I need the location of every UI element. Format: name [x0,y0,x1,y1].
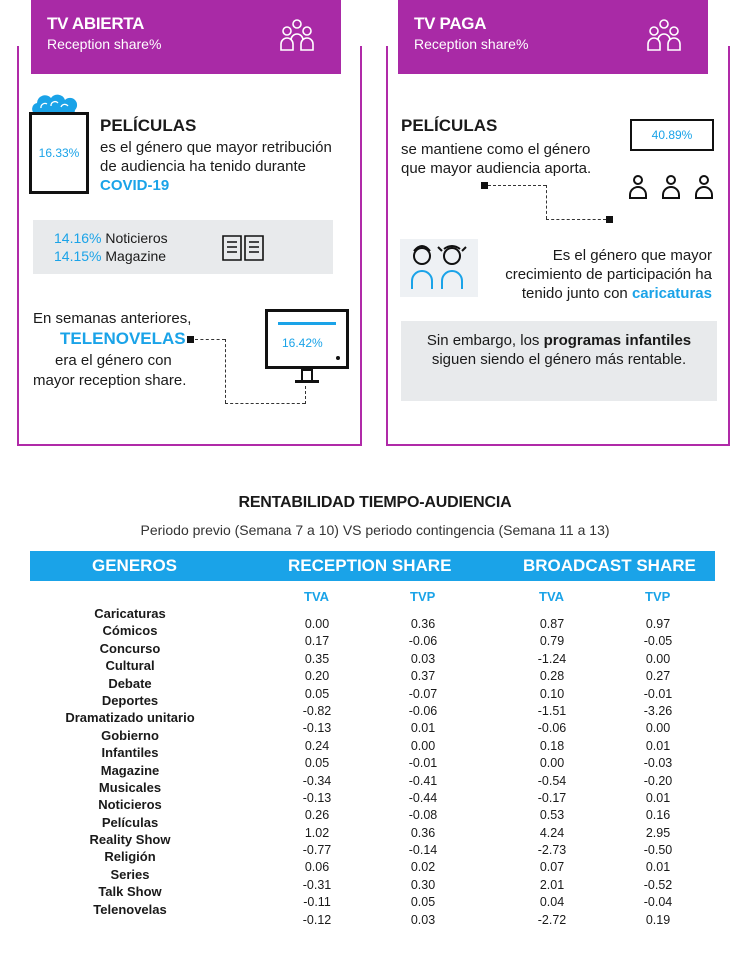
table-cell: 0.19 [645,912,671,927]
table-cell: -0.77 [302,843,332,858]
monitor-icon [265,309,349,369]
subheader-broadcast-tvp: TVP [645,589,671,604]
table-cell: -0.50 [643,843,673,858]
tv-paga-panel [386,14,730,446]
tv-paga-title: TV PAGA [414,14,487,33]
header-reception-share: RECEPTION SHARE [288,556,452,575]
reception-tva-column [287,616,347,929]
table-cell: -1.24 [537,651,567,666]
table-cell: 0.87 [539,617,565,631]
table-cell: Películas [101,814,159,830]
table-cell: 0.30 [410,877,436,892]
table-cell: 0.00 [410,738,436,753]
book-icon [221,232,265,262]
table-cell: 0.05 [304,756,330,771]
broadcast-tva-column [522,616,582,929]
table-cell: 0.36 [410,617,436,631]
table-cell: Telenovelas [93,901,167,917]
table-cell: 0.02 [410,860,436,875]
table-cell: Cultural [105,658,155,674]
people-icon [279,18,315,52]
table-cell: -0.20 [643,773,673,788]
table-cell: -0.41 [408,773,438,788]
magazine-value: 14.15% [54,248,102,264]
table-cell: Magazine [100,762,160,778]
tv-abierta-panel [17,14,362,446]
table-cell: 0.00 [539,756,565,771]
table-cell: 0.04 [539,895,565,910]
table-cell: 0.03 [410,651,436,666]
table-cell: 2.95 [645,825,671,840]
table-cell: Talk Show [98,884,162,900]
growth-text-3: tenido junto con caricaturas [521,285,712,302]
reception-tvp-column [393,616,453,929]
table-subtitle: Periodo previo (Semana 7 a 10) VS periodo contingencia (Semana 11 a 13) [140,522,610,538]
table-cell: 0.01 [645,738,671,753]
header-generos: GENEROS [92,556,178,575]
table-cell: -0.01 [408,756,438,771]
noticieros-value: 14.16% [54,230,102,246]
table-cell: 0.28 [539,669,565,684]
infantiles-note-box [401,321,717,401]
broadcast-tvp-column [628,616,688,929]
table-cell: 0.05 [410,895,436,910]
table-cell: 0.24 [304,738,330,753]
table-cell: 0.35 [304,651,330,666]
table-cell: -0.52 [643,877,673,892]
peliculas-tvp-text-2: que mayor audiencia aporta. [401,160,592,177]
tv-paga-header [398,0,708,74]
table-cell: 0.97 [645,617,671,631]
peliculas-tva-description: es el género que mayor retribución de audiencia ha tenido durante COVID-19 [100,139,332,194]
table-cell: 0.01 [410,721,436,736]
table-cell: -2.72 [537,912,567,927]
table-cell: -0.31 [302,877,332,892]
subheader-broadcast-tva: TVA [539,589,565,604]
peliculas-tva-screen [29,112,89,194]
table-cell: 0.10 [539,686,565,701]
table-cell: 0.05 [304,686,330,701]
subheader-reception-tva: TVA [304,589,330,604]
table-cell: 0.79 [539,634,565,649]
peliculas-tvp-heading: PELÍCULAS [401,116,498,135]
kids-icon [400,239,478,297]
programas-infantiles-label: programas infantiles [543,332,692,349]
growth-text-1: Es el género que mayor [552,247,712,264]
noticieros-magazine-box [33,220,333,274]
table-cell: 0.37 [410,669,436,684]
tv-abierta-header [31,0,341,74]
table-cell: -0.08 [408,808,438,823]
table-cell: -0.03 [643,756,673,771]
table-title: RENTABILIDAD TIEMPO-AUDIENCIA [238,494,512,511]
table-cell: -0.06 [408,634,438,649]
table-cell: -0.82 [302,703,332,718]
noticieros-label: Noticieros [105,230,168,246]
table-cell: 0.18 [539,738,565,753]
table-cell: -0.54 [537,773,567,788]
table-cell: Concurso [99,640,161,656]
table-cell: -2.73 [537,843,567,858]
table-cell: -0.14 [408,843,438,858]
table-cell: Noticieros [98,797,162,813]
peliculas-tvp-value: 40.89% [651,128,693,142]
table-cell: 0.53 [539,808,565,823]
table-cell: 0.36 [410,825,436,840]
peliculas-tvp-box [630,119,714,151]
table-cell: Reality Show [89,832,171,848]
audience-icon [628,174,714,200]
table-cell: -0.05 [643,634,673,649]
weeks-text-1: En semanas anteriores, [33,310,192,327]
table-cell: -0.07 [408,686,438,701]
table-cell: Series [110,866,150,882]
table-cell: 0.07 [539,860,565,875]
table-header [30,551,715,581]
tv-abierta-subtitle: Reception share% [47,36,162,52]
growth-text-2: crecimiento de participación ha [505,266,712,283]
genres-column [40,605,220,918]
table-cell: -1.51 [537,703,567,718]
table-cell: Cómicos [102,623,158,639]
table-cell: Caricaturas [94,606,166,621]
telenovelas-label: TELENOVELAS [60,329,186,348]
table-cell: Religión [104,849,156,865]
people-icon [646,18,682,52]
covid-label: COVID-19 [100,177,170,194]
table-cell: -0.12 [302,912,332,927]
magazine-label: Magazine [105,248,167,264]
weeks-text-2: era el género con [55,352,172,369]
table-cell: 2.01 [539,877,565,892]
table-cell: -0.04 [643,895,673,910]
table-cell: -0.06 [408,703,438,718]
table-cell: 0.27 [645,669,671,684]
table-cell: 0.26 [304,808,330,823]
table-cell: 0.00 [645,721,671,736]
table-cell: Debate [108,675,152,691]
header-broadcast-share: BROADCAST SHARE [523,556,696,575]
table-cell: -0.11 [303,895,331,910]
table-cell: -0.17 [537,790,567,805]
table-cell: 0.00 [304,617,330,631]
peliculas-tva-heading: PELÍCULAS [100,116,197,135]
weeks-text-3: mayor reception share. [33,372,187,389]
table-cell: 0.20 [304,669,330,684]
table-cell: 4.24 [539,825,565,840]
tv-paga-subtitle: Reception share% [414,36,529,52]
table-cell: Infantiles [101,745,159,761]
table-cell: Gobierno [101,727,159,743]
tv-abierta-title: TV ABIERTA [47,14,145,33]
table-cell: -0.13 [302,790,332,805]
table-cell: 0.01 [645,860,671,875]
caricaturas-label: caricaturas [631,285,712,302]
peliculas-tva-value: 16.33% [38,146,80,160]
subheader-reception-tvp: TVP [410,589,436,604]
table-cell: 0.17 [304,634,330,649]
table-cell: 1.02 [304,825,330,840]
table-cell: -0.06 [537,721,567,736]
table-cell: -0.44 [408,790,438,805]
infantiles-note: Sin embargo, los programas infantiles siguen siendo el género más rentable. [426,332,692,368]
table-cell: -0.13 [302,721,332,736]
table-cell: -3.26 [643,703,673,718]
table-cell: Dramatizado unitario [65,710,195,726]
peliculas-tvp-text-1: se mantiene como el género [401,141,591,158]
table-cell: 0.03 [410,912,436,927]
table-cell: -0.34 [302,773,332,788]
table-cell: Musicales [98,779,162,795]
table-cell: 0.00 [645,651,671,666]
table-cell: 0.16 [645,808,671,823]
table-cell: -0.01 [643,686,673,701]
table-cell: 0.01 [645,790,671,805]
table-cell: Deportes [101,692,159,708]
telenovelas-value: 16.42% [282,336,323,350]
table-cell: 0.06 [304,860,330,875]
